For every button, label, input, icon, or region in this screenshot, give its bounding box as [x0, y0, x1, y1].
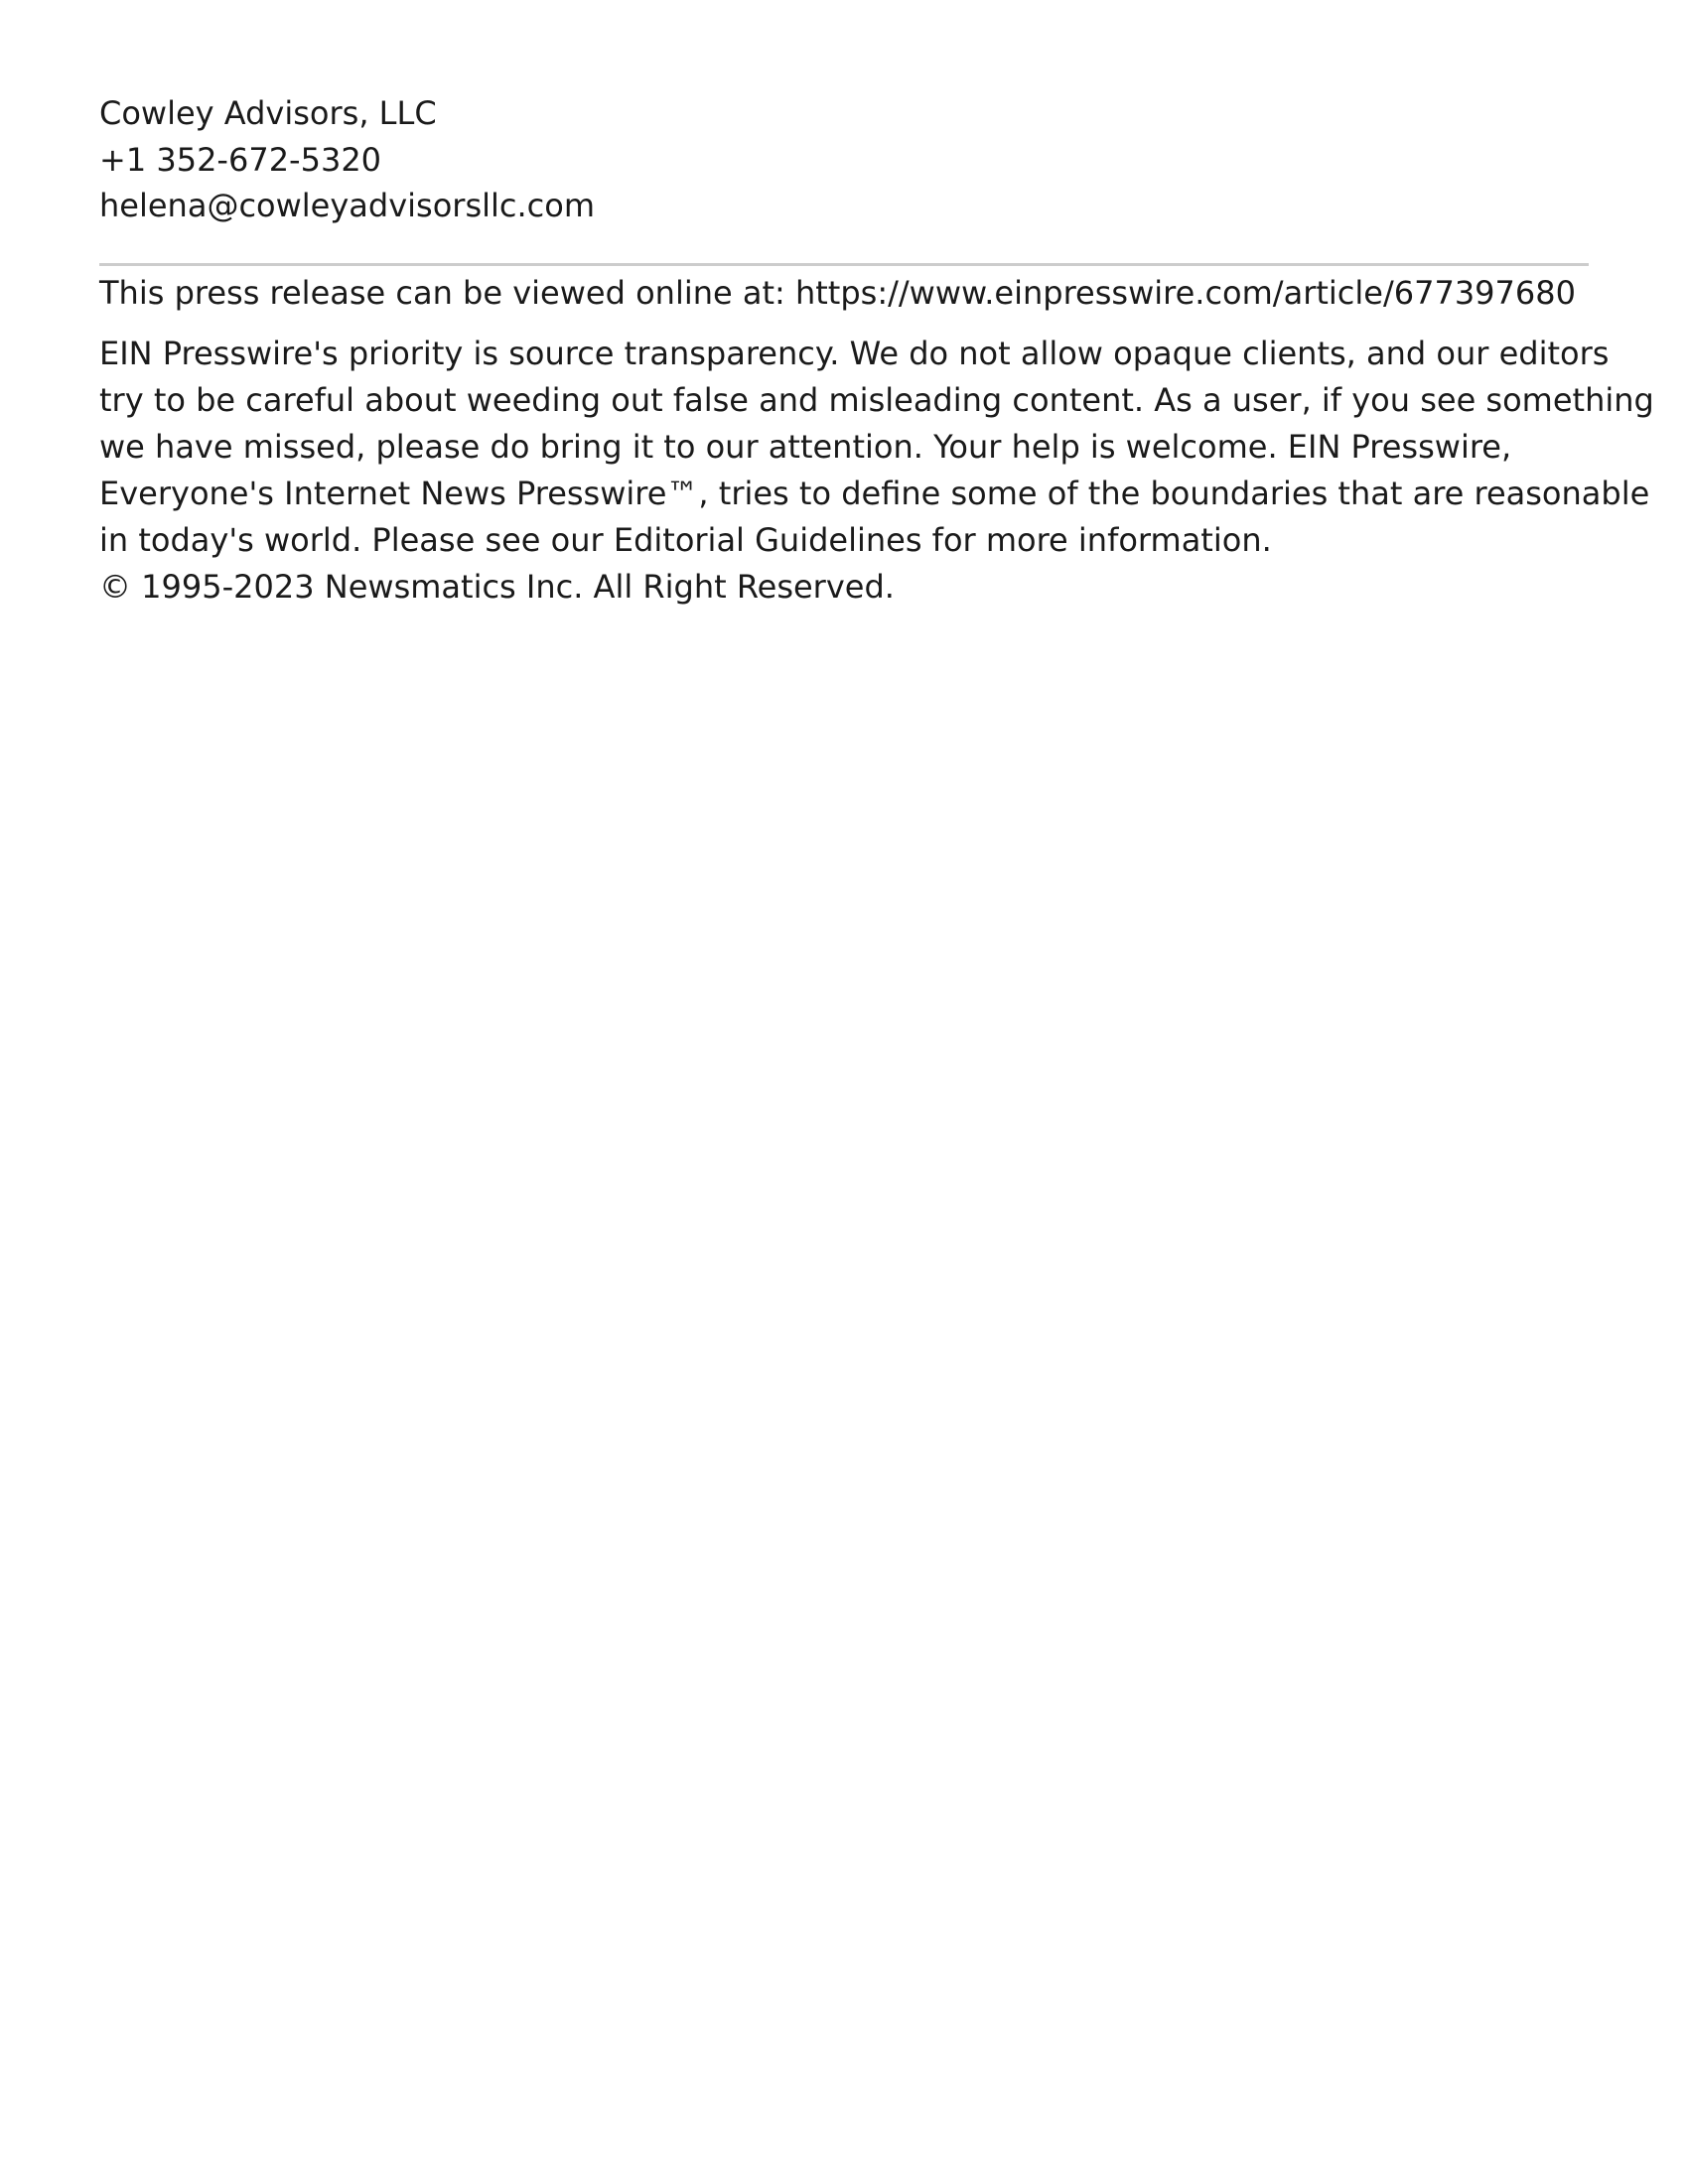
online-prefix: This press release can be viewed online at: [99, 274, 795, 312]
disclaimer-line: in today's world. Please see our Editorial Guidelines for more information. [99, 521, 1272, 559]
company-name: Cowley Advisors, LLC [99, 94, 437, 132]
copyright-notice: © 1995-2023 Newsmatics Inc. All Right Reserved. [99, 568, 895, 606]
disclaimer-line: EIN Presswire's priority is source transparency. We do not allow opaque clients, and our editors [99, 335, 1610, 372]
contact-block [99, 90, 1589, 229]
email-address[interactable]: helena@cowleyadvisorsllc.com [99, 187, 596, 224]
phone-number: +1 352-672-5320 [99, 140, 382, 179]
divider-line [99, 263, 1589, 266]
disclaimer-paragraph [99, 331, 1654, 611]
disclaimer-line: we have missed, please do bring it to our attention. Your help is welcome. EIN Presswire, [99, 428, 1512, 466]
disclaimer-line: Everyone's Internet News Presswire™, tries to define some of the boundaries that are reasonable [99, 475, 1650, 512]
article-url-link[interactable]: https://www.einpresswire.com/article/677397680 [794, 274, 1576, 312]
online-notice [99, 270, 1589, 317]
disclaimer-line: try to be careful about weeding out false and misleading content. As a user, if you see something [99, 381, 1654, 419]
